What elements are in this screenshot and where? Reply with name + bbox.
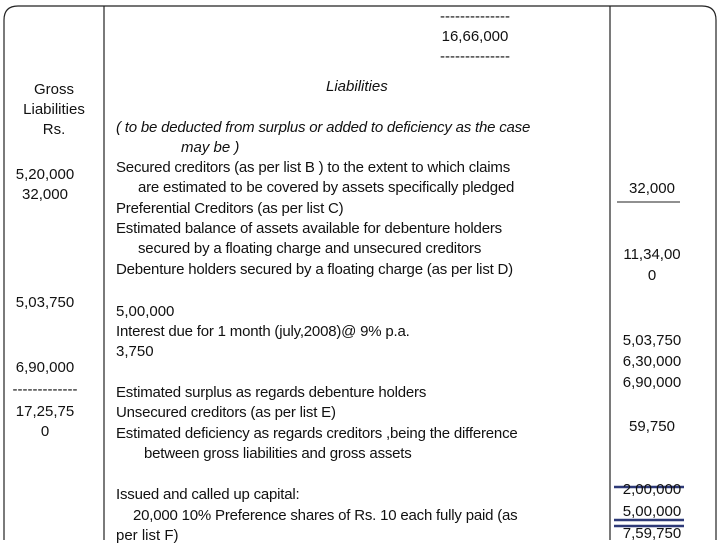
right-value-503750: 5,03,750 xyxy=(622,332,682,349)
right-value-630000: 6,30,000 xyxy=(622,353,682,370)
debenture-holders: Debenture holders secured by a floating charge (as per list D) xyxy=(116,261,513,278)
liabilities-heading: Liabilities xyxy=(326,78,388,95)
right-value-32000: 32,000 xyxy=(629,180,675,197)
right-value-59750: 59,750 xyxy=(629,418,675,435)
gross-header-line1: Gross xyxy=(33,81,74,98)
note-line1: ( to be deducted from surplus or added to deficiency as the case xyxy=(116,119,531,136)
gross-value-520000: 5,20,000 xyxy=(15,166,75,183)
unsecured-creditors: Unsecured creditors (as per list E) xyxy=(116,404,336,421)
gross-total-dashes: ------------- xyxy=(12,381,78,398)
right-value-500000: 5,00,000 xyxy=(622,503,682,520)
issued-capital: Issued and called up capital: xyxy=(116,486,300,503)
preference-shares-line1: 20,000 10% Preference shares of Rs. 10 each fully paid (as xyxy=(133,507,518,524)
gross-value-690000: 6,90,000 xyxy=(15,359,75,376)
right-value-690000: 6,90,000 xyxy=(622,374,682,391)
right-value-113400-line2: 0 xyxy=(647,267,657,284)
secured-creditors-line1: Secured creditors (as per list B ) to the extent to which claims xyxy=(116,159,511,176)
right-value-759750: 7,59,750 xyxy=(622,525,682,542)
preference-shares-line2: per list F) xyxy=(116,527,179,544)
estimated-deficiency-line1: Estimated deficiency as regards creditors ,being the difference xyxy=(116,425,518,442)
estimated-surplus: Estimated surplus as regards debenture holders xyxy=(116,384,427,401)
estimated-deficiency-line2: between gross liabilities and gross assets xyxy=(144,445,412,462)
interest-amount: 3,750 xyxy=(116,343,154,360)
estimated-balance-line1: Estimated balance of assets available for debenture holders xyxy=(116,220,502,237)
note-line2: may be ) xyxy=(181,139,240,156)
top-total-value: 16,66,000 xyxy=(441,28,509,45)
top-total-dashes-above: -------------- xyxy=(440,8,510,25)
right-value-113400-line1: 11,34,00 xyxy=(623,246,681,263)
interest-due: Interest due for 1 month (july,2008)@ 9% p.a. xyxy=(116,323,410,340)
gross-header-line3: Rs. xyxy=(42,121,66,138)
right-value-200000: 2,00,000 xyxy=(622,481,682,498)
gross-value-503750: 5,03,750 xyxy=(15,294,75,311)
top-total-dashes-below: -------------- xyxy=(440,48,510,65)
preferential-creditors: Preferential Creditors (as per list C) xyxy=(116,200,344,217)
secured-creditors-line2: are estimated to be covered by assets specifically pledged xyxy=(138,179,515,196)
gross-value-32000: 32,000 xyxy=(22,186,68,203)
gross-total-line1: 17,25,75 xyxy=(15,403,75,420)
gross-header-line2: Liabilities xyxy=(23,101,85,118)
debenture-amount: 5,00,000 xyxy=(116,303,175,320)
gross-total-line2: 0 xyxy=(40,423,50,440)
estimated-balance-line2: secured by a floating charge and unsecured creditors xyxy=(138,240,482,257)
